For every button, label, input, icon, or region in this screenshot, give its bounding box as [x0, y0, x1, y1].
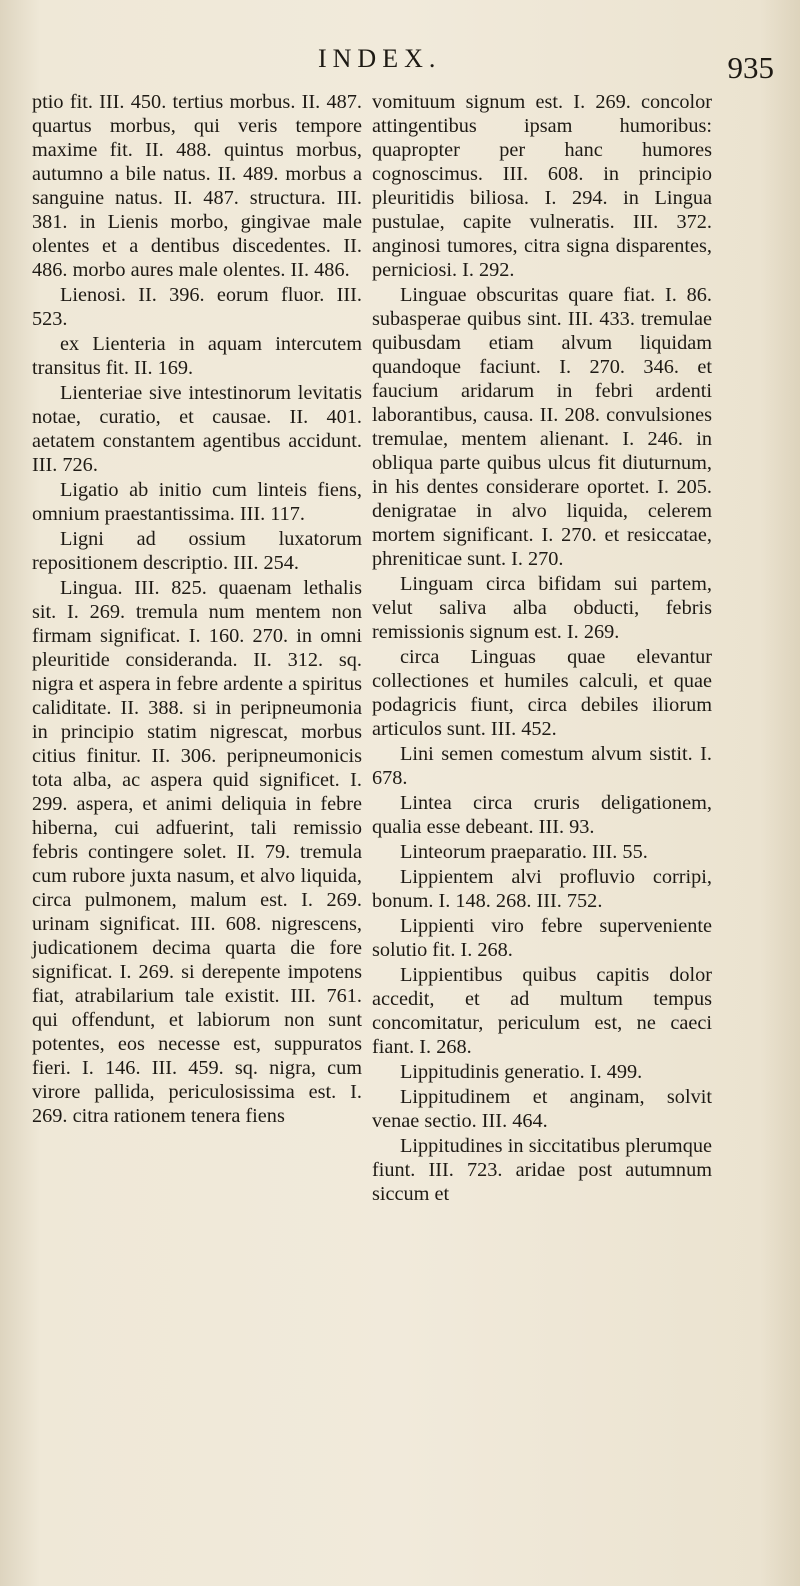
index-entry-linguam: Linguam circa bifidam sui partem, velut saliva alba obducti, febris remissionis signum est. I. 269. [372, 573, 712, 643]
index-entry-lienosi: Lienosi. II. 396. eorum fluor. III. 523. [32, 284, 362, 330]
index-entry-lippienti: Lippienti viro febre superveniente solutio fit. I. 268. [372, 915, 712, 961]
index-entry-lintea: Lintea circa cruris deligationem, qualia esse debeant. III. 93. [372, 792, 712, 838]
index-entry-lippientibus: Lippientibus quibus capitis dolor accedit, et ad multum tempus concomitatur, periculum est, ne caeci fiant. I. 268. [372, 964, 712, 1058]
index-entry-lingua: Lingua. III. 825. quaenam lethalis sit. I. 269. tremula num mentem non firmam significat. I. 160. 270. in omni pleuritide consideranda. II. 312. sq. nigra et aspera in febre ardente a spiritus caliditate. II. 388. si in peripneumonia in principio statim nigrescat, morbus citius finitur. II. 306. peripneumonicis tota alba, ac aspera quid significet. I. 299. aspera, et animi deliquia in febre hiberna, cui adfuerint, tali remissio febris contingere solet. II. 79. tremula cum rubore juxta nasum, et alvo liquida, circa pulmonem, malum est. I. 269. urinam significat. III. 608. nigrescens, judicationem decima quarta die fore significat. I. 269. si derepente impotens fiat, atrabilarium tale existit. III. 761. qui offendunt, et labiorum non sunt potentes, eos necesse est, suppuratos fieri. I. 146. III. 459. sq. nigra, cum virore pallida, periculosissima est. I. 269. citra rationem tenera fiens [32, 577, 362, 1127]
index-entry-lippitudinis: Lippitudinis generatio. I. 499. [400, 1061, 643, 1083]
left-column [32, 90, 362, 1129]
index-entry-lien-continued: ptio fit. III. 450. tertius morbus. II. 487. quartus morbus, qui veris tempore maxime fit. II. 488. quintus morbus, autumno a bile natus. II. 489. morbus a sanguine natus. II. 487. structura. III. 381. in Lienis morbo, gingivae male olentes et a dentibus discedentes. II. 486. morbo aures male olentes. II. 486. [32, 91, 362, 281]
index-entry-lippientem: Lippientem alvi profluvio corripi, bonum. I. 148. 268. III. 752. [372, 866, 712, 912]
index-entry-lini: Lini semen comestum alvum sistit. I. 678. [372, 743, 712, 789]
right-column [372, 90, 712, 1207]
index-entry-ligni: Ligni ad ossium luxatorum repositionem descriptio. III. 254. [32, 528, 362, 574]
index-entry-lingua-continued: vomituum signum est. I. 269. concolor attingentibus ipsam humoribus: quapropter per hanc humores cognoscimus. III. 608. in principio pleuritidis biliosa. I. 294. in Lingua pustulae, capite vulneratis. III. 372. anginosi tumores, citra signa disparentes, perniciosi. I. 292. [372, 91, 712, 281]
index-entry-linguae: Linguae obscuritas quare fiat. I. 86. subasperae quibus sint. III. 433. tremulae quibusdam etiam alvum liquidam quandoque faciunt. I. 270. 346. et faucium aridarum in febri ardenti laborantibus, causa. II. 208. convulsiones tremulae, mentem alienant. I. 246. in obliqua parte quibus ulcus fit diuturnum, in his dentes considerare oportet. I. 205. denigratae in alvo liquida, celerem mortem significant. I. 270. et resiccatae, phreniticae sunt. I. 270. [372, 284, 712, 570]
index-entry-linteorum: Linteorum praeparatio. III. 55. [400, 841, 648, 863]
index-heading: INDEX. [318, 44, 442, 73]
index-entry-lienteriae: Lienteriae sive intestinorum levitatis notae, curatio, et causae. II. 401. aetatem constantem agentibus accidunt. III. 726. [32, 382, 362, 476]
index-entry-ligatio: Ligatio ab initio cum linteis fiens, omnium praestantissima. III. 117. [32, 479, 362, 525]
index-entry-lippitudinem: Lippitudinem et anginam, solvit venae sectio. III. 464. [372, 1086, 712, 1132]
index-entry-lienteria: ex Lienteria in aquam intercutem transitus fit. II. 169. [32, 333, 362, 379]
page-number: 935 [727, 50, 774, 85]
running-head [0, 40, 800, 90]
index-entry-lippitudines: Lippitudines in siccitatibus plerumque fiunt. III. 723. aridae post autumnum siccum et [372, 1135, 712, 1205]
index-entry-linguas: circa Linguas quae elevantur collectiones et humiles calculi, et quae podagricis fiunt, circa debiles iliorum articulos sunt. III. 452. [372, 646, 712, 740]
